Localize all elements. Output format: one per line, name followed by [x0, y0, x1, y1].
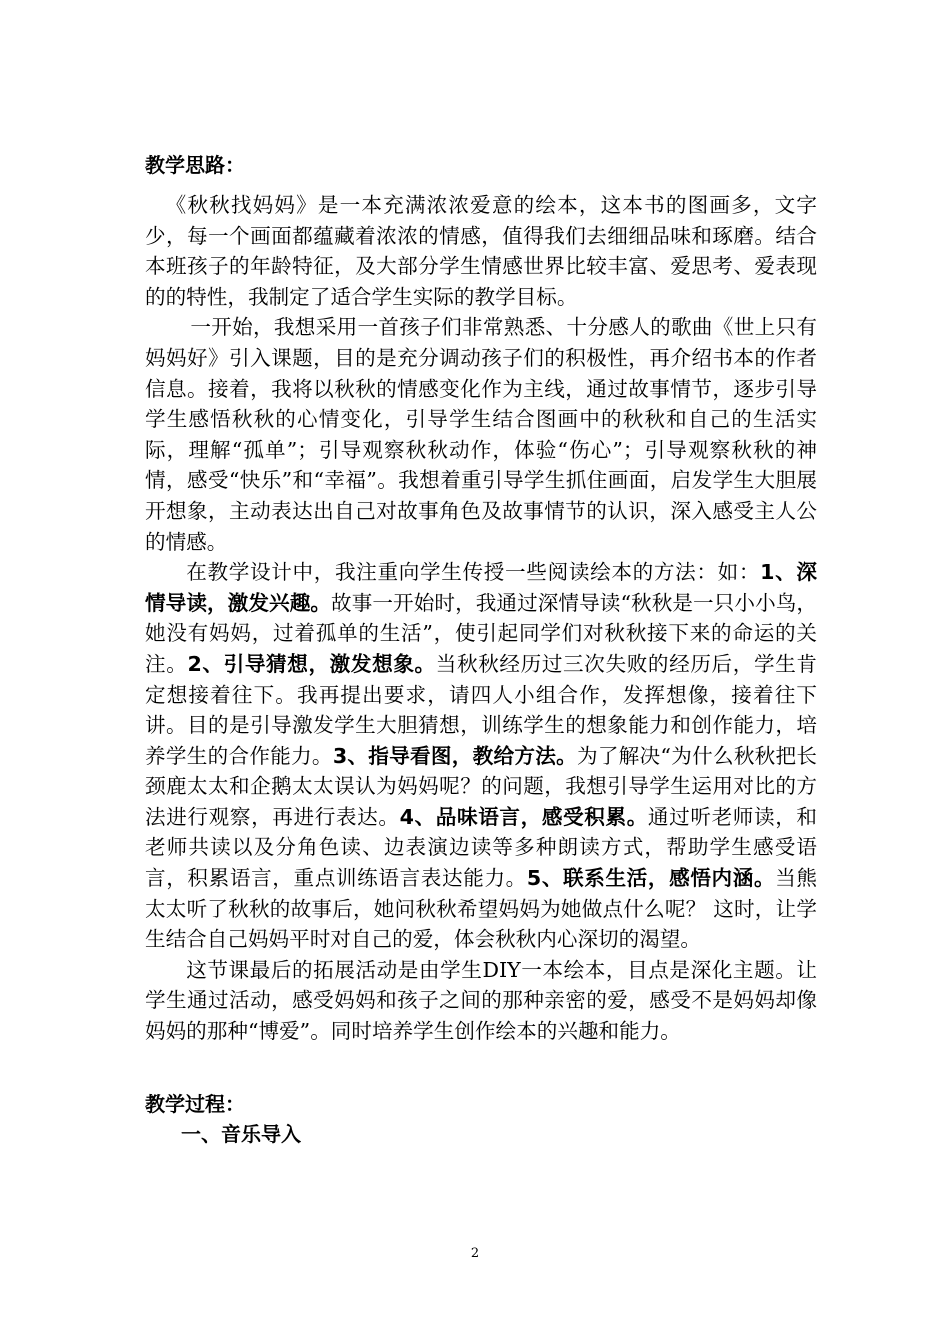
section-heading-teaching-process: 教学过程： [145, 1091, 245, 1116]
page-number: 2 [470, 1246, 480, 1261]
method-1-text: 故事一开始时，我通过深情导读“秋秋是一只小小鸟，她没有妈妈，过着孤单的生活”，使引起同学们对秋秋接下来的命运的关注。 [145, 590, 818, 676]
methods-text-intro: 在教学设计中，我注重向学生传授一些阅读绘本的方法：如： [186, 560, 761, 585]
method-3-text: 为了解决“为什么秋秋把长颈鹿太太和企鹅太太误认为妈妈呢？的问题，我想引导学生运用对比的方法进行观察，再进行表达。 [145, 743, 818, 829]
method-2-title: 2、引导猜想，激发想象。 [187, 651, 436, 676]
method-5-text: 当熊太太听了秋秋的故事后，她问秋秋希望妈妈为她做点什么呢？ 这时，让学生结合自己妈妈平时对自己的爱，体会秋秋内心深切的渴望。 [145, 866, 818, 952]
paragraph-methods [145, 557, 817, 955]
method-3-title: 3、指导看图，教给方法。 [332, 743, 577, 768]
method-1-title: 1、深情导读，激发兴趣。 [145, 560, 817, 615]
paragraph-extension: 这节课最后的拓展活动是由学生DIY一本绘本，目点是深化主题。让学生通过活动，感受妈妈和孩子之间的那种亲密的爱，感受不是妈妈却像妈妈的那种“博爱”。同时培养学生创作绘本的兴趣和能力。 [145, 957, 817, 1044]
paragraph-plan: 一开始，我想采用一首孩子们非常熟悉、十分感人的歌曲《世上只有妈妈好》引入课题，目的是充分调动孩子们的积极性，再介绍书本的作者信息。接着，我将以秋秋的情感变化作为主线，通过故事情节，逐步引导学生感悟秋秋的心情变化，引导学生结合图画中的秋秋和自己的生活实际，理解“孤单”；引导观察秋秋动作，体验“伤心”；引导观察秋秋的神情，感受“快乐”和“幸福”。我想着重引导学生抓住画面，启发学生大胆展开想象，主动表达出自己对故事角色及故事情节的认识，深入感受主人公的情感。 [145, 315, 817, 554]
subsection-music-intro: 一、音乐导入 [181, 1121, 301, 1146]
method-4-title: 4、品味语言，感受积累。 [399, 804, 648, 829]
document-page [145, 150, 817, 1149]
section-heading-teaching-ideas: 教学思路： [145, 153, 245, 177]
method-2-text: 当秋秋经历过三次失败的经历后，学生肯定想接着往下。我再提出要求，请四人小组合作，发挥想像，接着往下讲。目的是引导激发学生大胆猜想，训练学生的想象能力和创作能力，培养学生的合作能力。 [145, 651, 818, 768]
paragraph-intro: 《秋秋找妈妈》是一本充满浓浓爱意的绘本，这本书的图画多，文字少，每一个画面都蕴藏着浓浓的情感，值得我们去细细品味和琢磨。结合本班孩子的年龄特征，及大部分学生情感世界比较丰富、爱思考、爱表现的的特性，我制定了适合学生实际的教学目标。 [145, 193, 817, 309]
method-4-text: 通过听老师读，和老师共读以及分角色读、边表演边读等多种朗读方式，帮助学生感受语言，积累语言，重点训练语言表达能力。 [145, 804, 818, 891]
method-5-title: 5、联系生活，感悟内涵。 [526, 866, 776, 891]
